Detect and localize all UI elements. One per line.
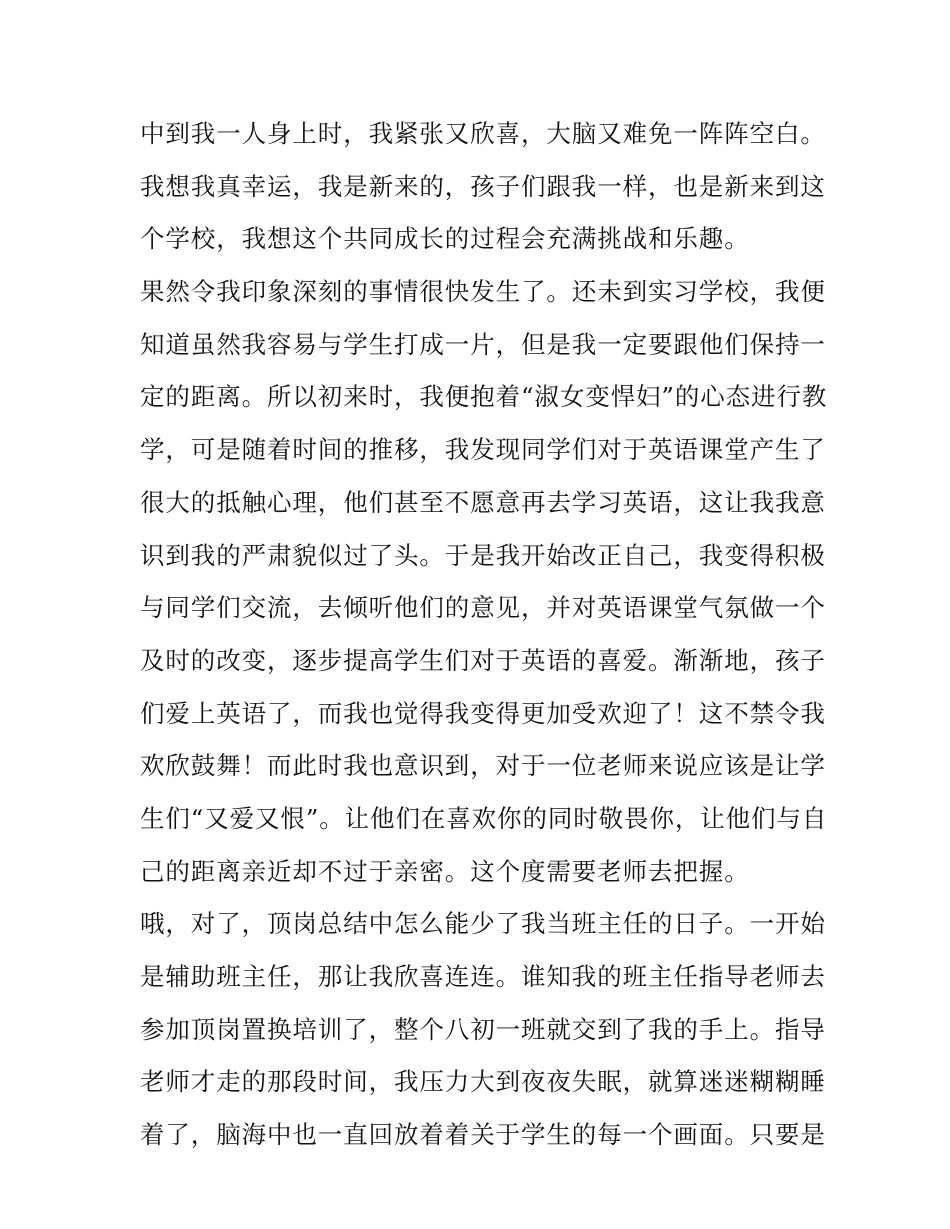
text-line: 及时的改变，逐步提高学生们对于英语的喜爱。渐渐地，孩子 bbox=[140, 645, 826, 675]
text-line: 果然令我印象深刻的事情很快发生了。还未到实习学校，我便 bbox=[140, 277, 826, 307]
text-line: 我想我真幸运，我是新来的，孩子们跟我一样，也是新来到这 bbox=[140, 171, 826, 201]
text-line: 参加顶岗置换培训了，整个八初一班就交到了我的手上。指导 bbox=[140, 1014, 826, 1044]
text-line: 个学校，我想这个共同成长的过程会充满挑战和乐趣。 bbox=[140, 224, 750, 254]
text-line: 哦，对了，顶岗总结中怎么能少了我当班主任的日子。一开始 bbox=[140, 909, 826, 939]
text-line: 生们“又爱又恨”。让他们在喜欢你的同时敬畏你，让他们与自 bbox=[140, 803, 828, 833]
text-line: 学，可是随着时间的推移，我发现同学们对于英语课堂产生了 bbox=[140, 435, 826, 465]
text-line: 己的距离亲近却不过于亲密。这个度需要老师去把握。 bbox=[140, 856, 750, 886]
text-line: 是辅助班主任，那让我欣喜连连。谁知我的班主任指导老师去 bbox=[140, 962, 826, 991]
text-line: 着了，脑海中也一直回放着着关于学生的每一个画面。只要是 bbox=[140, 1120, 826, 1150]
text-line: 识到我的严肃貌似过了头。于是我开始改正自己，我变得积极 bbox=[140, 540, 826, 570]
text-line: 很大的抵触心理，他们甚至不愿意再去学习英语，这让我我意 bbox=[140, 487, 826, 517]
text-line: 老师才走的那段时间，我压力大到夜夜失眠，就算迷迷糊糊睡 bbox=[140, 1067, 826, 1097]
text-line: 知道虽然我容易与学生打成一片，但是我一定要跟他们保持一 bbox=[140, 329, 826, 359]
text-line: 定的距离。所以初来时，我便抱着“淑女变悍妇”的心态进行教 bbox=[140, 382, 828, 412]
text-line: 们爱上英语了，而我也觉得我变得更加受欢迎了！这不禁令我 bbox=[140, 698, 826, 728]
text-line: 与同学们交流，去倾听他们的意见，并对英语课堂气氛做一个 bbox=[140, 593, 826, 623]
text-line: 欢欣鼓舞！而此时我也意识到，对于一位老师来说应该是让学 bbox=[140, 751, 826, 781]
body-text bbox=[140, 108, 828, 1162]
text-line: 中到我一人身上时，我紧张又欣喜，大脑又难免一阵阵空白。 bbox=[140, 119, 826, 148]
